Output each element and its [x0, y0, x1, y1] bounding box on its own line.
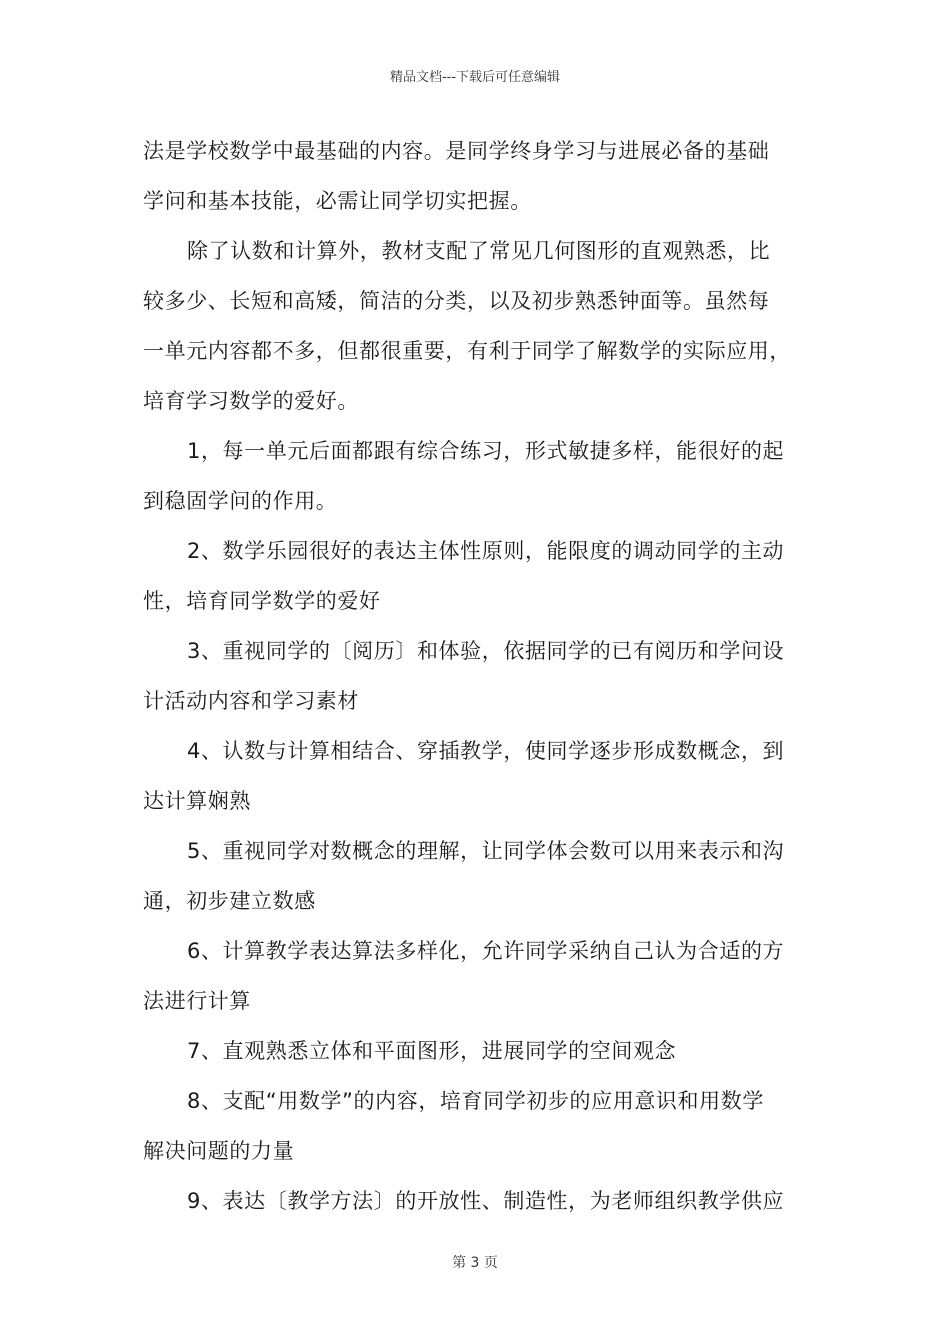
- page-number: 第 3 页: [452, 1255, 498, 1271]
- text-line: 学问和基本技能，必需让同学切实把握。: [143, 189, 532, 213]
- text-line: 一单元内容都不多，但都很重要，有利于同学了解数学的实际应用，: [143, 339, 791, 363]
- text-line: 除了认数和计算外，教材支配了常见几何图形的直观熟悉，比: [187, 239, 771, 263]
- text-line: 较多少、长短和高矮，简洁的分类，以及初步熟悉钟面等。虽然每: [143, 289, 770, 313]
- text-line: 性，培育同学数学的爱好: [143, 589, 381, 613]
- text-line: 法进行计算: [143, 989, 251, 1013]
- text-line: 8、支配“用数学”的内容，培育同学初步的应用意识和用数学: [187, 1089, 764, 1113]
- text-line: 培育学习数学的爱好。: [143, 389, 359, 413]
- text-line: 6、计算教学表达算法多样化，允许同学采纳自己认为合适的方: [187, 939, 785, 963]
- text-line: 1，每一单元后面都跟有综合练习，形式敏捷多样，能很好的起: [187, 439, 785, 463]
- text-line: 解决问题的力量: [143, 1139, 295, 1163]
- text-line: 达计算娴熟: [143, 789, 251, 813]
- text-line: 4、认数与计算相结合、穿插教学，使同学逐步形成数概念，到: [187, 739, 785, 763]
- text-line: 3、重视同学的〔阅历〕和体验，依据同学的已有阅历和学问设: [187, 639, 785, 663]
- text-line: 5、重视同学对数概念的理解，让同学体会数可以用来表示和沟: [187, 839, 785, 863]
- text-line: 9、表达〔教学方法〕的开放性、制造性，为老师组织教学供应: [187, 1189, 785, 1213]
- document-body: [143, 126, 811, 1226]
- text-line: 2、数学乐园很好的表达主体性原则，能限度的调动同学的主动: [187, 539, 785, 563]
- text-line: 到稳固学问的作用。: [143, 489, 338, 513]
- page-header: 精品文档---下载后可任意编辑: [389, 70, 561, 85]
- text-line: 计活动内容和学习素材: [143, 689, 359, 713]
- text-line: 通，初步建立数感: [143, 889, 316, 913]
- text-line: 7、直观熟悉立体和平面图形，进展同学的空间观念: [187, 1039, 677, 1063]
- text-line: 法是学校数学中最基础的内容。是同学终身学习与进展必备的基础: [143, 139, 770, 163]
